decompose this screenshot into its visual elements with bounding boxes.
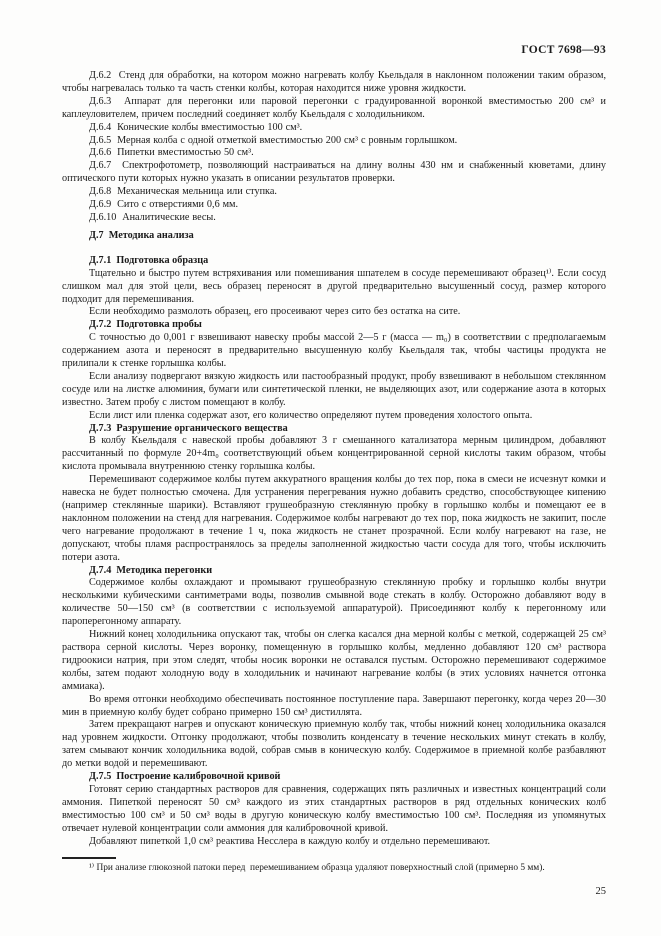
paragraph: Содержимое колбы охлаждают и промывают грушеобразную стеклянную пробку и горлышко колбы внутри несколькими кубическими сантиметрами воды, позволив смывной воде стекать в колбу. Осторожно добавляют воду в количестве 50—150 см³ (в соответствии с используемой аппаратурой). Присоединяют колбу к перегонному или пароперегонному аппарату. [62, 577, 606, 628]
paragraph: Затем прекращают нагрев и опускают коническую приемную колбу так, чтобы нижний конец холодильника оказался над уровнем жидкости. Отгонку продолжают, чтобы позволить конденсату в течение нескольких минут стекать в колбу, затем смывают кончик холодильника водой, собрав смыв в коническую колбу. Содержимое в приемной колбе разбавляют до метки водой и перемешивают. [62, 719, 606, 770]
paragraph: Если необходимо размолоть образец, его просеивают через сито без остатка на сите. [89, 306, 461, 318]
paragraph: В колбу Кьельдаля с навеской пробы добавляют 3 г смешанного катализатора мерным цилиндром, добавляют рассчитанный по формуле 20+4m₀ соответствующий объем концентрированной серной кислоты таким образом, чтобы кислота промывала внутреннюю стенку горлышка колбы. [62, 435, 606, 473]
paragraph: Д.6.7 Спектрофотометр, позволяющий настраиваться на длину волны 430 нм и снабженный кюветами, длину оптического пути которых нужно указать в описании результатов проверки. [62, 160, 606, 185]
paragraph: Нижний конец холодильника опускают так, чтобы он слегка касался дна мерной колбы с меткой, содержащей 25 см³ раствора серной кислоты. Через воронку, помещенную в горлышко колбы, медленно добавляют 120 см³ раствора гидроокиси натрия, при этом следят, чтобы носик воронки не оставался пустым. Осторожно перемешивают содержимое колбы, затем подают холодную воду в холодильник и начинают нагревание колбы (в этих условиях начнется отгонка аммиака). [62, 629, 606, 692]
footnote-rule [62, 857, 116, 859]
document-body [62, 70, 606, 848]
subsection-heading: Д.7.5 Построение калибровочной кривой [89, 771, 281, 783]
paragraph: Д.6.4 Конические колбы вместимостью 100 см³. [89, 121, 303, 133]
subsection-heading: Д.7.1 Подготовка образца [89, 254, 209, 266]
paragraph: Если анализу подвергают вязкую жидкость или пастообразный продукт, пробу взвешивают в небольшом стеклянном сосуде или на листке алюминия, бумаги или синтетической пленки, не выделяющих азот, или содержание азота в которых известно. Затем пробу с листом помещают в колбу. [62, 370, 606, 408]
paragraph: Если лист или пленка содержат азот, его количество определяют путем проведения холостого опыта. [89, 409, 533, 421]
paragraph: С точностью до 0,001 г взвешивают навеску пробы массой 2—5 г (масса — m₀) в соответствии с предполагаемым содержанием азота и переносят в предварительно высушенную колбу Кьельдаля так, чтобы частицы продукта не прилипали к стенке горлышка колбы. [62, 332, 606, 370]
paragraph: Перемешивают содержимое колбы путем аккуратного вращения колбы до тех пор, пока в смеси не исчезнут комки и навеска не будет полностью смочена. Для устранения перегревания нужно добавить средство, способствующее кипению (например стеклянные шарики). Вставляют грушеобразную стеклянную пробку в горлышко колбы и помещают ее в наклонном положении на стенд для нагревания. Содержимое колбы нагревают до тех пор, пока жидкость не закипит, после чего нагревание продолжают в течение 1 ч, пока жидкость не станет прозрачной. Если колбу нагревают на газе, не допускают, чтобы пламя распространялось за пределы заполненной жидкостью части сосуда для того, чтобы исключить потери азота. [62, 474, 606, 563]
page-number: 25 [595, 885, 606, 897]
section-heading: Д.7 Методика анализа [89, 229, 194, 241]
paragraph: Д.6.8 Механическая мельница или ступка. [89, 186, 277, 198]
paragraph: Готовят серию стандартных растворов для сравнения, содержащих пять различных и известных концентраций соли аммония. Пипеткой переносят 50 см³ каждого из этих стандартных растворов в ряд отдельных конических колб вместимостью 100 см³ и 50 см³ воды в другую коническую колбу вместимостью 100 см³. Последняя из упомянутых отвечает нулевой концентрации соли аммония для калибровочной кривой. [62, 783, 606, 834]
paragraph: Д.6.5 Мерная колба с одной отметкой вместимостью 200 см³ с ровным горлышком. [89, 134, 458, 146]
footnote-text: ¹⁾ При анализе глюкозной патоки перед перемешиванием образца удаляют поверхностный слой (примерно 5 мм). [89, 863, 545, 874]
paragraph: Д.6.2 Стенд для обработки, на котором можно нагревать колбу Кьельдаля в наклонном положении таким образом, чтобы нагревалась только та часть стенки колбы, которая находится ниже уровня жидкости. [62, 70, 606, 94]
page-header [62, 43, 606, 57]
paragraph: Д.6.9 Сито с отверстиями 0,6 мм. [89, 199, 239, 211]
subsection-heading: Д.7.2 Подготовка пробы [89, 319, 202, 331]
standard-number: ГОСТ 7698—93 [521, 44, 606, 56]
paragraph: Во время отгонки необходимо обеспечивать постоянное поступление пара. Завершают перегонку, когда через 20—30 мин в приемную колбу будет собрано примерно 150 см³ дистиллята. [62, 693, 606, 718]
subsection-heading: Д.7.3 Разрушение органического вещества [89, 422, 288, 434]
paragraph: Тщательно и быстро путем встряхивания или помешивания шпателем в сосуде перемешивают образец¹⁾. Если сосуд слишком мал для этой цели, весь образец переносят в другой предварительно высушенный сосуд, размер которого подходит для перемешивания. [62, 267, 606, 305]
paragraph: Добавляют пипеткой 1,0 см³ реактива Несслера в каждую колбу и отдельно перемешивают. [89, 835, 491, 847]
paragraph: Д.6.3 Аппарат для перегонки или паровой перегонки с градуированной воронкой вместимостью 200 см³ и каплеуловителем, причем последний соединяет колбу Кьельдаля с холодильником. [62, 95, 606, 120]
subsection-heading: Д.7.4 Методика перегонки [89, 564, 213, 576]
paragraph: Д.6.10 Аналитические весы. [89, 211, 216, 223]
paragraph: Д.6.6 Пипетки вместимостью 50 см³. [89, 147, 254, 159]
